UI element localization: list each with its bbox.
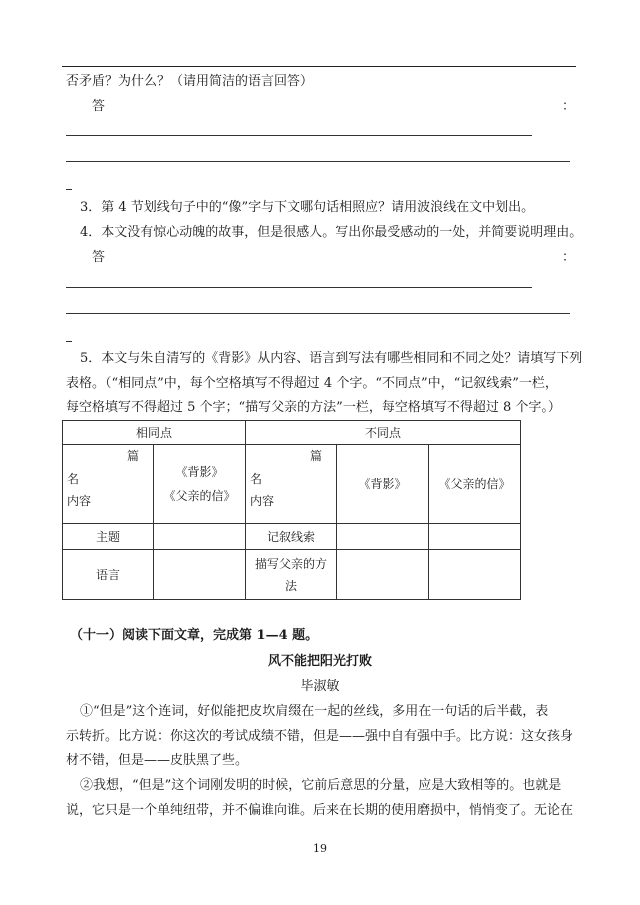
question-5-line-1: 5．本文与朱自清写的《背影》从内容、语言到写法有哪些相同和不同之处？请填写下列 [80,351,583,366]
col-header-books [154,445,246,524]
header-same-points: 相同点 [63,421,246,445]
blank-cell [337,550,429,600]
question-5-line-2: 表格。（“相同点”中，每个空格填写不得超过 4 个字。“不同点”中，“记叙线索”一栏， [66,376,558,391]
question-3: 3．第 4 节划线句子中的“像”字与下文哪句话相照应？请用波浪线在文中划出。 [80,200,535,215]
page-number: 19 [313,842,327,855]
answer-colon: ： [562,250,576,265]
answer-line [66,287,532,288]
diag-label-pian: 篇 [310,449,323,463]
question-5-line-3: 每空格填写不得超过 5 个字；“描写父亲的方法”一栏，每空格填写不得超过 8 个字。） [66,400,561,415]
row-label-method-line-1: 描写父亲的方 [255,556,328,571]
answer-colon: ： [562,99,576,114]
answer-line [66,161,570,162]
row-label-method-line-2: 法 [285,578,298,593]
row-label-theme: 主题 [63,524,154,550]
paragraph-1-line-2: 示转折。比方说：你这次的考试成绩不错，但是——强中自有强中手。比方说：这女孩身 [66,729,574,744]
paragraph-2-line-1: ②我想，“但是”这个词刚发明的时候，它前后意思的分量，应是大致相等的。也就是 [80,778,562,793]
answer-label: 答 [92,250,106,265]
blank-cell [154,550,246,600]
question-2-tail: 否矛盾？为什么？（请用简洁的语言回答） [66,74,314,89]
col-header-beiying: 《背影》 [175,465,224,479]
header-different-points: 不同点 [246,421,521,445]
blank-cell [337,524,429,550]
row-label-language: 语言 [63,550,154,600]
diag-label-neirong: 内容 [67,494,92,508]
answer-label: 答 [92,99,106,114]
blank-cell [429,550,521,600]
answer-line [66,135,532,136]
article-title: 风不能把阳光打败 [267,654,372,669]
question-4: 4．本文没有惊心动魄的故事，但是很感人。写出你最受感动的一处，并简要说明理由。 [80,225,583,240]
row-label-clue: 记叙线索 [246,524,337,550]
blank-cell [429,524,521,550]
diag-label-ming: 名 [67,472,80,486]
diagonal-header-cell [63,445,154,524]
answer-line-end [66,341,72,342]
answer-line-end [66,189,72,190]
article-author: 毕淑敏 [300,679,340,694]
blank-cell [154,524,246,550]
top-rule [62,66,576,67]
comparison-table [62,420,521,600]
col-header-fuqin-de-xin: 《父亲的信》 [163,489,236,503]
diag-label-ming: 名 [250,472,263,486]
row-label-method [246,550,337,600]
diag-label-pian: 篇 [126,449,139,463]
col-header-beiying: 《背影》 [337,445,429,524]
section-11-instruction: （十一）阅读下面文章，完成第 1—4 题。 [70,628,319,643]
answer-line [66,313,570,314]
paragraph-1-line-1: ①“但是”这个连词，好似能把皮坎肩缀在一起的丝线，多用在一句话的后半截，表 [80,704,549,719]
col-header-fuqin-de-xin: 《父亲的信》 [429,445,521,524]
paragraph-1-line-3: 材不错，但是——皮肤黑了些。 [66,753,249,768]
paragraph-2-line-2: 说，它只是一个单纯纽带，并不偏谁向谁。后来在长期的使用磨损中，悄悄变了。无论在 [66,803,574,818]
diagonal-header-cell [246,445,337,524]
diag-label-neirong: 内容 [250,494,275,508]
